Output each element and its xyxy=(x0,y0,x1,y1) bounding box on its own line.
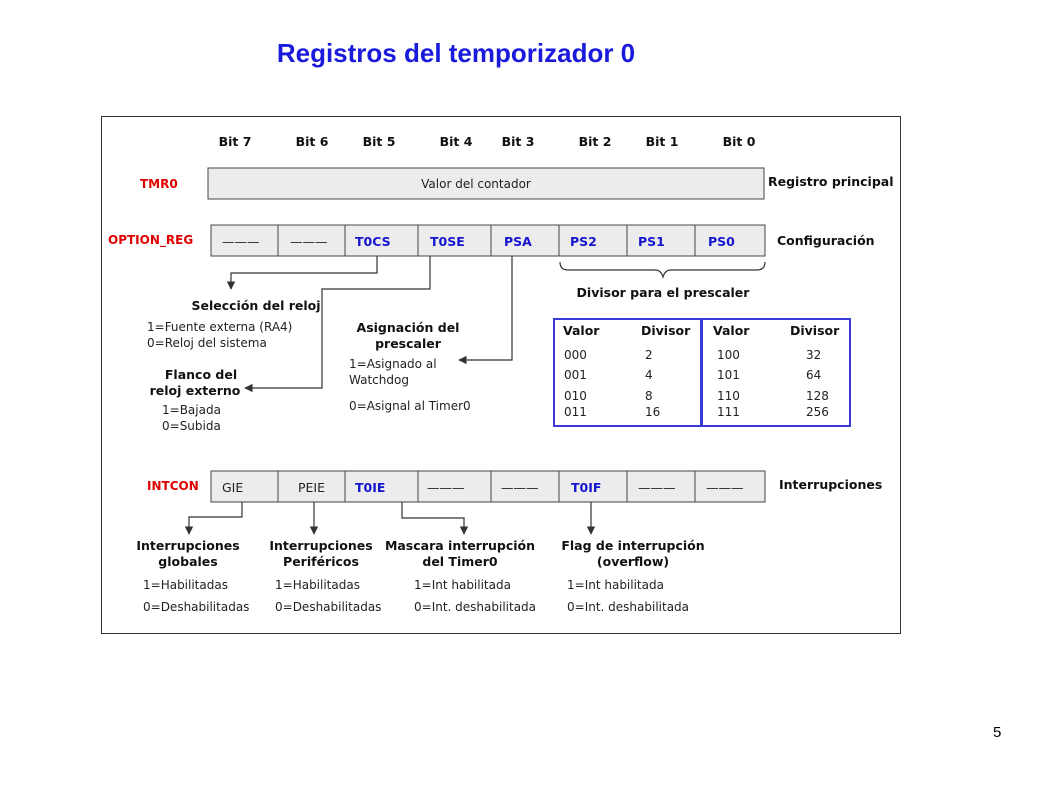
peripheral-int-title: Interrupciones xyxy=(269,538,373,553)
clock-edge-line: 1=Bajada xyxy=(162,403,221,417)
divisor-table-value: 101 xyxy=(717,368,740,382)
option-reg-bit-ps0: PS0 xyxy=(708,234,735,249)
t0cs-connector-arrow xyxy=(231,256,377,289)
prescaler-assign-title: Asignación del xyxy=(356,320,460,335)
divisor-table-value: 100 xyxy=(717,348,740,362)
divisor-table-value: 001 xyxy=(564,368,587,382)
bit-label: Bit 5 xyxy=(362,134,396,149)
intcon-bit-0: ——— xyxy=(706,480,744,495)
tmr0-content: Valor del contador xyxy=(421,177,531,191)
bit-label: Bit 7 xyxy=(218,134,252,149)
option-reg-bit-ps2: PS2 xyxy=(570,234,597,249)
divisor-table-value: 010 xyxy=(564,389,587,403)
bit-label: Bit 6 xyxy=(295,134,329,149)
divisor-table-value: 110 xyxy=(717,389,740,403)
slide-title: Registros del temporizador 0 xyxy=(276,38,636,68)
divisor-table-value: 011 xyxy=(564,405,587,419)
divisor-table-header: Valor xyxy=(563,323,600,338)
peripheral-int-line: 0=Deshabilitadas xyxy=(275,600,382,614)
divisor-table-divisor: 2 xyxy=(645,348,653,362)
divisor-table-divisor: 16 xyxy=(645,405,661,419)
option-reg-bit-psa: PSA xyxy=(504,234,532,249)
divisor-table-header: Valor xyxy=(713,323,750,338)
overflow-flag-line: 0=Int. deshabilitada xyxy=(567,600,690,614)
peripheral-int-title: Periféricos xyxy=(283,554,359,569)
bit-label: Bit 4 xyxy=(439,134,473,149)
global-int-line: 1=Habilitadas xyxy=(143,578,228,592)
divisor-table-divisor: 128 xyxy=(806,389,829,403)
divisor-table-header: Divisor xyxy=(641,323,691,338)
clock-select-line: 0=Reloj del sistema xyxy=(147,336,267,350)
global-int-title: globales xyxy=(158,554,218,569)
intcon-bit-1: ——— xyxy=(638,480,676,495)
clock-select-line: 1=Fuente externa (RA4) xyxy=(147,320,293,334)
overflow-flag-line: 1=Int habilitada xyxy=(567,578,664,592)
intcon-bit-gie: GIE xyxy=(222,480,244,495)
gie-connector-arrow xyxy=(189,502,242,534)
clock-edge-title: Flanco del xyxy=(164,367,238,382)
divisor-table-divisor: 8 xyxy=(645,389,653,403)
bit-label: Bit 3 xyxy=(501,134,535,149)
bit-label: Bit 2 xyxy=(578,134,612,149)
prescaler-assign-line: 1=Asignado al xyxy=(349,357,437,371)
intcon-bit-4: ——— xyxy=(427,480,465,495)
bit-label: Bit 1 xyxy=(645,134,679,149)
timer0-register-diagram xyxy=(101,116,901,634)
peripheral-int-line: 1=Habilitadas xyxy=(275,578,360,592)
divisor-table-value: 000 xyxy=(564,348,587,362)
timer0-mask-line: 0=Int. deshabilitada xyxy=(414,600,537,614)
option-reg-bit-7: ——— xyxy=(222,234,260,249)
divisor-table-value: 111 xyxy=(717,405,740,419)
intcon-description: Interrupciones xyxy=(779,477,883,492)
timer0-mask-title: del Timer0 xyxy=(422,554,498,569)
prescaler-assign-line: 0=Asignal al Timer0 xyxy=(349,399,471,413)
page-number: 5 xyxy=(993,724,1002,741)
divisor-table-divisor: 32 xyxy=(806,348,822,362)
divisor-table-divisor: 256 xyxy=(806,405,829,419)
option-reg-bit-6: ——— xyxy=(290,234,328,249)
option-reg-bit-ps1: PS1 xyxy=(638,234,665,249)
prescaler-assign-title: prescaler xyxy=(375,336,441,351)
prescaler-divisor-title: Divisor para el prescaler xyxy=(576,285,750,300)
t0ie-connector-arrow xyxy=(402,502,464,534)
clock-edge-title: reloj externo xyxy=(149,383,241,398)
tmr0-description: Registro principal xyxy=(768,174,894,189)
prescaler-brace xyxy=(560,262,765,277)
divisor-table-divisor: 64 xyxy=(806,368,822,382)
option-reg-bit-t0se: T0SE xyxy=(430,234,465,249)
option-reg-bit-t0cs: T0CS xyxy=(355,234,391,249)
option-reg-description: Configuración xyxy=(777,233,875,248)
intcon-bit-t0if: T0IF xyxy=(571,480,602,495)
divisor-table-divisor: 4 xyxy=(645,368,653,382)
bit-label: Bit 0 xyxy=(722,134,756,149)
intcon-bit-peie: PEIE xyxy=(298,480,326,495)
intcon-register-name: INTCON xyxy=(147,479,199,493)
overflow-flag-title: Flag de interrupción xyxy=(561,538,705,553)
intcon-bit-t0ie: T0IE xyxy=(355,480,386,495)
divisor-table-header: Divisor xyxy=(790,323,840,338)
overflow-flag-title: (overflow) xyxy=(596,554,670,569)
global-int-line: 0=Deshabilitadas xyxy=(143,600,250,614)
option-reg-name: OPTION_REG xyxy=(108,233,194,247)
tmr0-register-name: TMR0 xyxy=(140,177,178,191)
psa-connector-arrow xyxy=(459,256,512,360)
prescaler-assign-line: Watchdog xyxy=(349,373,409,387)
intcon-bit-3: ——— xyxy=(501,480,539,495)
timer0-mask-line: 1=Int habilitada xyxy=(414,578,511,592)
timer0-mask-title: Mascara interrupción xyxy=(384,538,536,553)
global-int-title: Interrupciones xyxy=(136,538,240,553)
clock-edge-line: 0=Subida xyxy=(162,419,221,433)
clock-select-title: Selección del reloj xyxy=(191,298,321,313)
